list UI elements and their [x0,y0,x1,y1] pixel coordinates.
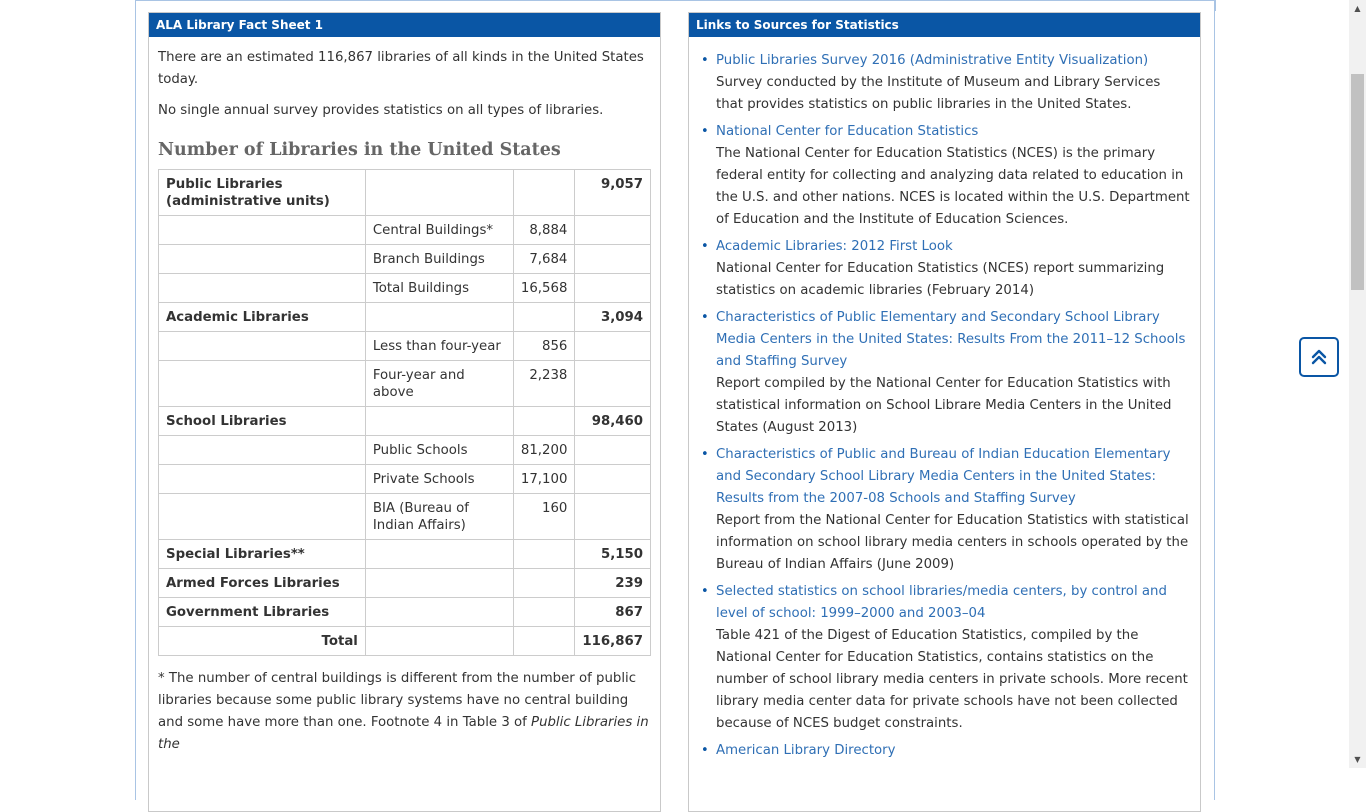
bullet-icon: • [701,447,709,462]
table-cell-c2 [365,407,513,436]
table-cell-c2: Less than four-year [365,332,513,361]
table-row [159,274,651,303]
table-cell-c2: Four-year and above [365,361,513,407]
sources-list [698,50,1190,762]
source-description: Table 421 of the Digest of Education Statistics, compiled by the National Center for Education Statistics, contains statistics on the number of school library media centers in private schools. More recent library media center data for private schools have not been collected because of NCES budget constraints. [716,628,1188,731]
bullet-icon: • [701,743,709,758]
table-cell-c1: School Libraries [159,407,366,436]
table-row [159,407,651,436]
table-cell-c2 [365,569,513,598]
sources-panel [688,12,1201,812]
table-cell-c1: Total [159,627,366,656]
source-link[interactable]: Public Libraries Survey 2016 (Administrative Entity Visualization) [716,53,1149,68]
intro-paragraph-2: No single annual survey provides statistics on all types of libraries. [158,103,604,118]
scroll-thumb[interactable] [1351,74,1364,290]
table-cell-c4: 98,460 [575,407,651,436]
table-cell-c3: 17,100 [513,465,575,494]
table-cell-c4 [575,494,651,540]
table-row [159,627,651,656]
table-cell-c4: 239 [575,569,651,598]
section-title: Number of Libraries in the United States [158,140,561,160]
table-cell-c4: 116,867 [575,627,651,656]
table-cell-c1: Public Libraries (administrative units) [159,170,366,216]
table-cell-c2: Public Schools [365,436,513,465]
bullet-icon: • [701,124,709,139]
table-cell-c4 [575,465,651,494]
list-item [701,50,1190,116]
intro-paragraph-1: There are an estimated 116,867 libraries of all kinds in the United States today. [158,50,644,87]
table-cell-c2 [365,303,513,332]
table-cell-c3 [513,569,575,598]
table-cell-c2 [365,540,513,569]
table-cell-c1: Academic Libraries [159,303,366,332]
table-cell-c1: Government Libraries [159,598,366,627]
list-item [701,121,1190,231]
libraries-table [158,169,651,656]
footnote-text: * The number of central buildings is different from the number of public libraries because some public library systems have no central building and some have more than one. Footnote 4 in Table 3 of [158,671,637,730]
source-description: Report compiled by the National Center for Education Statistics with statistical information on School Librare Media Centers in the United States (August 2013) [716,376,1172,435]
sources-header: Links to Sources for Statistics [689,13,1200,37]
table-row [159,361,651,407]
table-cell-c1 [159,361,366,407]
table-cell-c1 [159,465,366,494]
source-description: The National Center for Education Statistics (NCES) is the primary federal entity for collecting and analyzing data related to education in the U.S. and other nations. NCES is located within the U.S. Department of Education and the Institute of Education Sciences. [716,146,1190,227]
table-row [159,303,651,332]
table-cell-c4: 5,150 [575,540,651,569]
source-link[interactable]: Academic Libraries: 2012 First Look [716,239,953,254]
fact-sheet-panel [148,12,661,812]
table-cell-c3: 8,884 [513,216,575,245]
bullet-icon: • [701,239,709,254]
table-cell-c3 [513,598,575,627]
table-row [159,569,651,598]
list-item [701,236,1190,302]
table-cell-c1 [159,216,366,245]
table-row [159,216,651,245]
fact-sheet-body [149,47,660,756]
table-cell-c4 [575,332,651,361]
bullet-icon: • [701,310,709,325]
table-cell-c1: Special Libraries** [159,540,366,569]
bullet-icon: • [701,584,709,599]
source-link[interactable]: National Center for Education Statistics [716,124,979,139]
table-row [159,245,651,274]
table-cell-c4: 867 [575,598,651,627]
table-row [159,332,651,361]
table-cell-c4 [575,274,651,303]
table-cell-c4: 9,057 [575,170,651,216]
back-to-top-button[interactable] [1299,337,1339,377]
table-row [159,540,651,569]
source-description: Report from the National Center for Education Statistics with statistical information on school library media centers in schools operated by the Bureau of Indian Affairs (June 2009) [716,513,1189,572]
table-cell-c4 [575,245,651,274]
footnote-emphasis: Public Libraries in the [158,715,649,752]
source-link[interactable]: Characteristics of Public and Bureau of Indian Education Elementary and Secondary School Library Media Centers in the United States: Results from the 2007-08 Schools and Staffing Survey [716,447,1171,506]
table-cell-c3 [513,303,575,332]
table-cell-c3 [513,627,575,656]
table-cell-c3: 2,238 [513,361,575,407]
table-cell-c2: Branch Buildings [365,245,513,274]
table-cell-c2: BIA (Bureau of Indian Affairs) [365,494,513,540]
source-description: Survey conducted by the Institute of Museum and Library Services that provides statistics on public libraries in the United States. [716,75,1161,112]
table-cell-c3: 7,684 [513,245,575,274]
table-row [159,598,651,627]
table-row [159,436,651,465]
source-link[interactable]: American Library Directory [716,743,896,758]
list-item [701,307,1190,439]
table-row [159,465,651,494]
bullet-icon: • [701,53,709,68]
table-cell-c1 [159,332,366,361]
fact-sheet-header: ALA Library Fact Sheet 1 [149,13,660,37]
table-row [159,170,651,216]
table-cell-c3: 856 [513,332,575,361]
table-cell-c4 [575,436,651,465]
table-cell-c3 [513,540,575,569]
scroll-up-arrow-icon[interactable]: ▲ [1354,4,1361,13]
table-cell-c2: Total Buildings [365,274,513,303]
list-item [701,581,1190,735]
table-row [159,494,651,540]
table-cell-c3 [513,170,575,216]
table-cell-c2 [365,627,513,656]
table-cell-c4: 3,094 [575,303,651,332]
table-cell-c1 [159,245,366,274]
scroll-down-arrow-icon[interactable]: ▼ [1354,755,1361,764]
table-cell-c4 [575,216,651,245]
vertical-scrollbar[interactable] [1349,0,1366,768]
double-chevron-up-icon [1310,348,1328,366]
list-item [701,444,1190,576]
list-item [701,740,1190,762]
sources-body [689,50,1200,762]
table-cell-c1 [159,494,366,540]
table-cell-c3: 81,200 [513,436,575,465]
table-cell-c1 [159,436,366,465]
table-cell-c4 [575,361,651,407]
table-cell-c3 [513,407,575,436]
source-description: National Center for Education Statistics (NCES) report summarizing statistics on academic libraries (February 2014) [716,261,1165,298]
footnote [158,668,651,756]
source-link[interactable]: Characteristics of Public Elementary and Secondary School Library Media Centers in the United States: Results From the 2011–12 Schools and Staffing Survey [716,310,1186,369]
table-cell-c2 [365,170,513,216]
table-cell-c2 [365,598,513,627]
table-cell-c3: 160 [513,494,575,540]
table-cell-c1 [159,274,366,303]
source-link[interactable]: Selected statistics on school libraries/media centers, by control and level of school: 1999–2000 and 2003–04 [716,584,1167,621]
table-cell-c2: Private Schools [365,465,513,494]
table-cell-c1: Armed Forces Libraries [159,569,366,598]
table-cell-c3: 16,568 [513,274,575,303]
table-cell-c2: Central Buildings* [365,216,513,245]
